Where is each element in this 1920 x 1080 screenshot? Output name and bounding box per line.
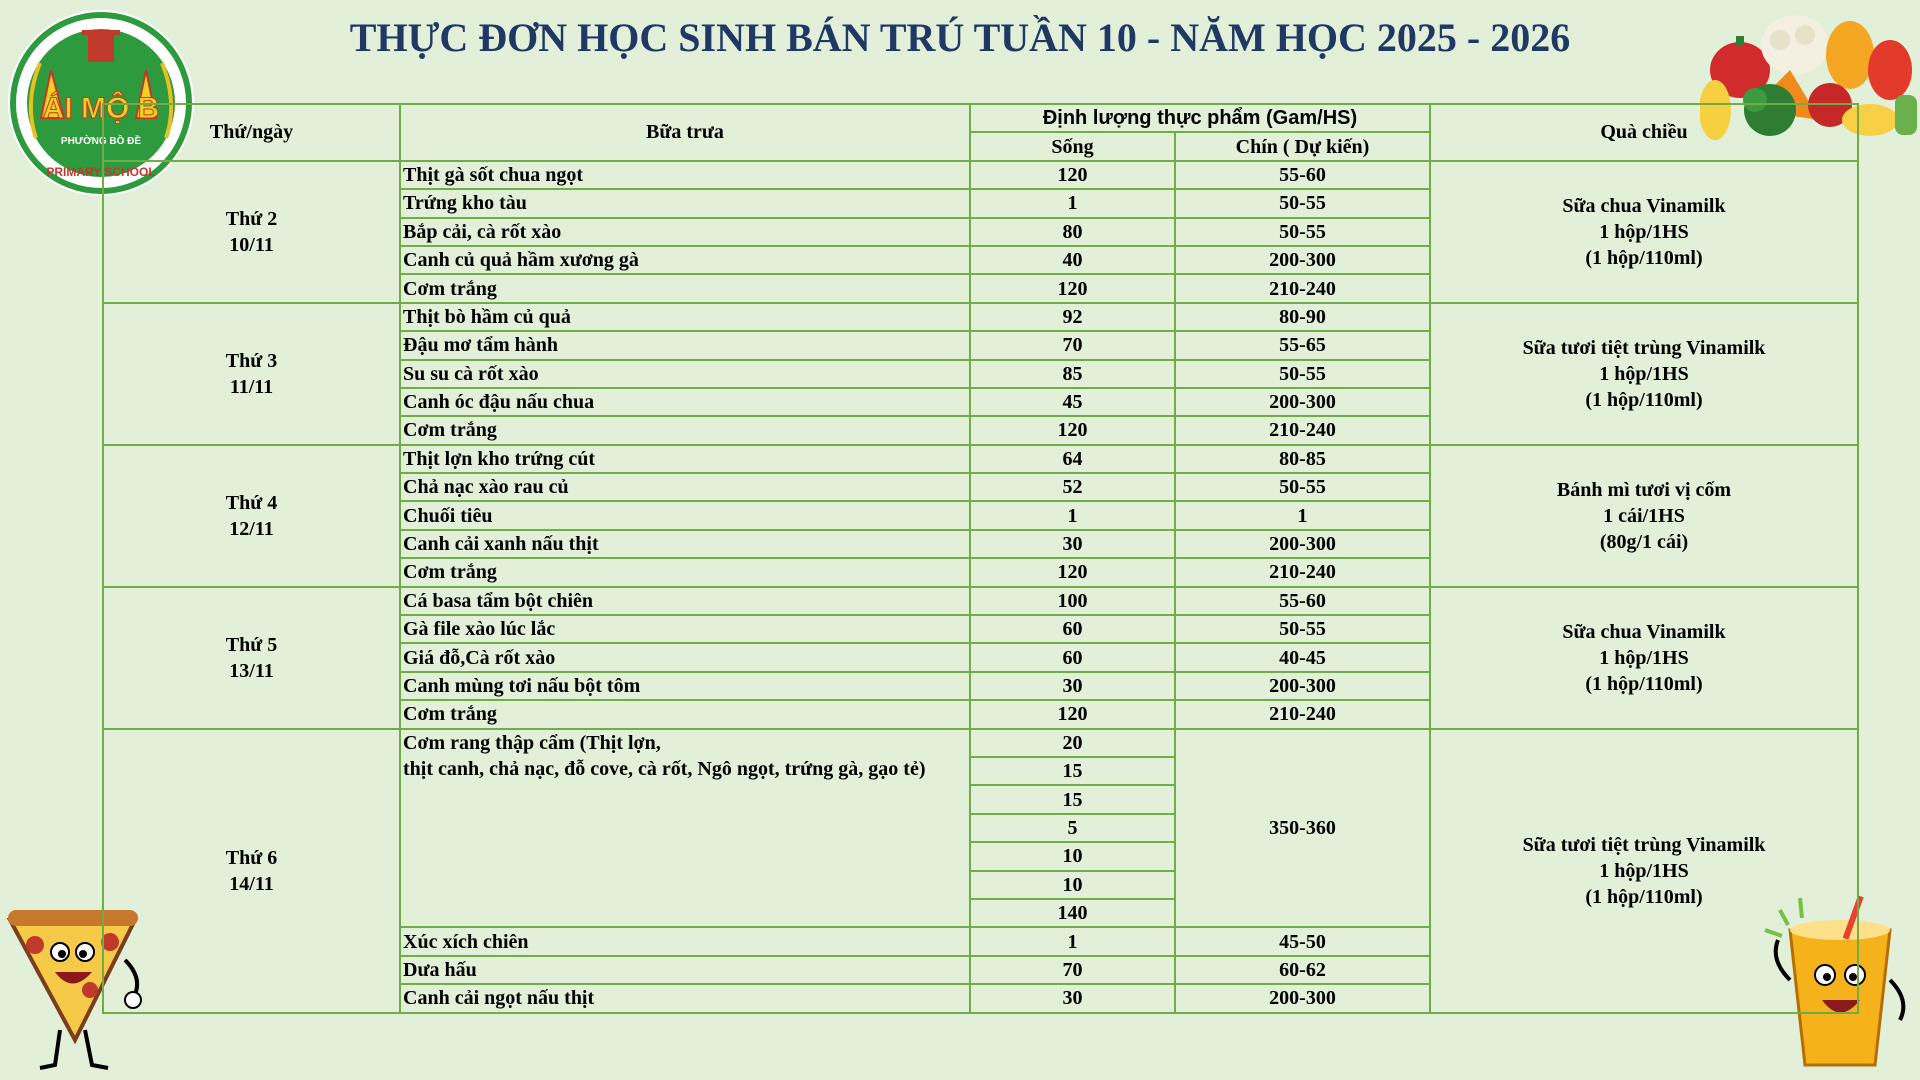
table-row: [103, 729, 1858, 757]
dish-name: Xúc xích chiên: [400, 927, 970, 955]
dish-name: Canh cải ngọt nấu thịt: [400, 984, 970, 1012]
table-row: [103, 587, 1858, 615]
dish-name: Thịt lợn kho trứng cút: [400, 445, 970, 473]
cooked-amount: 210-240: [1175, 274, 1430, 302]
raw-amount: 45: [970, 388, 1175, 416]
dish-name: Cơm trắng: [400, 416, 970, 444]
day-cell: [103, 445, 400, 587]
day-cell: [103, 161, 400, 303]
header-cooked: Chín ( Dự kiến): [1175, 132, 1430, 160]
raw-amount: 30: [970, 530, 1175, 558]
raw-amount: 120: [970, 416, 1175, 444]
cooked-amount: 55-60: [1175, 161, 1430, 189]
cooked-amount: 55-60: [1175, 587, 1430, 615]
raw-amount: 120: [970, 700, 1175, 728]
raw-amount: 52: [970, 473, 1175, 501]
cooked-amount: 50-55: [1175, 615, 1430, 643]
day-date: 12/11: [229, 517, 274, 540]
cooked-amount: 210-240: [1175, 700, 1430, 728]
cooked-amount: 80-85: [1175, 445, 1430, 473]
raw-amount: 60: [970, 615, 1175, 643]
snack-line: Sữa tươi tiệt trùng Vinamilk: [1522, 336, 1766, 359]
header-row: [103, 104, 1858, 132]
dish-name: Giá đỗ,Cà rốt xào: [400, 643, 970, 671]
snack-line: (1 hộp/110ml): [1585, 246, 1703, 269]
cooked-amount: 40-45: [1175, 643, 1430, 671]
raw-amount: 1: [970, 927, 1175, 955]
raw-amount: 60: [970, 643, 1175, 671]
raw-amount: 70: [970, 956, 1175, 984]
header-quantity: Định lượng thực phẩm (Gam/HS): [970, 104, 1430, 132]
raw-amount: 10: [970, 842, 1175, 870]
raw-amount: 140: [970, 899, 1175, 927]
snack-cell: [1430, 445, 1858, 587]
raw-amount: 1: [970, 189, 1175, 217]
dish-name: Chả nạc xào rau củ: [400, 473, 970, 501]
snack-cell: [1430, 587, 1858, 729]
snack-line: 1 hộp/1HS: [1599, 362, 1689, 385]
snack-line: Sữa chua Vinamilk: [1562, 194, 1726, 217]
day-name: Thứ 6: [225, 846, 278, 869]
raw-amount: 15: [970, 757, 1175, 785]
dish-name: Cá basa tẩm bột chiên: [400, 587, 970, 615]
snack-cell: [1430, 303, 1858, 445]
dish-line: thịt canh, chả nạc, đỗ cove, cà rốt, Ngô ngọt, trứng gà, gạo tẻ): [403, 757, 926, 780]
page-title: THỰC ĐƠN HỌC SINH BÁN TRÚ TUẦN 10 - NĂM HỌC 2025 - 2026: [349, 15, 1571, 60]
day-name: Thứ 4: [225, 491, 278, 514]
cooked-amount: 50-55: [1175, 360, 1430, 388]
raw-amount: 85: [970, 360, 1175, 388]
raw-amount: 20: [970, 729, 1175, 757]
dish-name: Thịt bò hầm củ quả: [400, 303, 970, 331]
snack-line: 1 hộp/1HS: [1599, 646, 1689, 669]
snack-line: Bánh mì tươi vị cốm: [1556, 478, 1732, 501]
cooked-amount: 210-240: [1175, 558, 1430, 586]
raw-amount: 30: [970, 672, 1175, 700]
cooked-amount: 45-50: [1175, 927, 1430, 955]
snack-line: 1 hộp/1HS: [1599, 859, 1689, 882]
logo-school: PRIMARY SCHOOL: [46, 165, 156, 179]
dish-name: Canh cải xanh nấu thịt: [400, 530, 970, 558]
table-row: [103, 303, 1858, 331]
snack-line: Sữa chua Vinamilk: [1562, 620, 1726, 643]
dish-name: Bắp cải, cà rốt xào: [400, 218, 970, 246]
day-name: Thứ 2: [225, 207, 278, 230]
raw-amount: 5: [970, 814, 1175, 842]
raw-amount: 64: [970, 445, 1175, 473]
snack-line: (1 hộp/110ml): [1585, 388, 1703, 411]
cooked-amount: 80-90: [1175, 303, 1430, 331]
menu-table: [102, 103, 1859, 1014]
dish-name: Canh củ quả hầm xương gà: [400, 246, 970, 274]
day-date: 10/11: [229, 233, 274, 256]
cooked-amount: 50-55: [1175, 473, 1430, 501]
day-name: Thứ 3: [225, 349, 278, 372]
snack-line: (1 hộp/110ml): [1585, 885, 1703, 908]
dish-name: Gà file xào lúc lắc: [400, 615, 970, 643]
raw-amount: 15: [970, 785, 1175, 813]
snack-line: Sữa tươi tiệt trùng Vinamilk: [1522, 833, 1766, 856]
table-row: [103, 161, 1858, 189]
cooked-amount: 350-360: [1175, 729, 1430, 928]
raw-amount: 120: [970, 161, 1175, 189]
snack-cell: [1430, 161, 1858, 303]
snack-line: 1 cái/1HS: [1603, 504, 1685, 527]
header-raw: Sống: [970, 132, 1175, 160]
raw-amount: 1: [970, 501, 1175, 529]
dish-name: Canh mùng tơi nấu bột tôm: [400, 672, 970, 700]
cooked-amount: 200-300: [1175, 530, 1430, 558]
snack-cell: [1430, 729, 1858, 1013]
raw-amount: 120: [970, 558, 1175, 586]
snack-line: (80g/1 cái): [1599, 530, 1689, 553]
day-cell: [103, 729, 400, 1013]
dish-name: Cơm trắng: [400, 274, 970, 302]
day-date: 13/11: [229, 659, 274, 682]
cooked-amount: 50-55: [1175, 189, 1430, 217]
table-row: [103, 445, 1858, 473]
day-name: Thứ 5: [225, 633, 278, 656]
raw-amount: 70: [970, 331, 1175, 359]
raw-amount: 30: [970, 984, 1175, 1012]
dish-name: Dưa hấu: [400, 956, 970, 984]
day-date: 14/11: [229, 872, 274, 895]
header-snack: Quà chiều: [1430, 104, 1858, 161]
dish-name: [400, 729, 970, 928]
cooked-amount: 55-65: [1175, 331, 1430, 359]
dish-line: Cơm rang thập cẩm (Thịt lợn,: [403, 731, 661, 754]
day-cell: [103, 587, 400, 729]
cooked-amount: 60-62: [1175, 956, 1430, 984]
header-lunch: Bữa trưa: [400, 104, 970, 161]
dish-name: Canh óc đậu nấu chua: [400, 388, 970, 416]
dish-name: Cơm trắng: [400, 700, 970, 728]
raw-amount: 10: [970, 871, 1175, 899]
raw-amount: 100: [970, 587, 1175, 615]
cooked-amount: 50-55: [1175, 218, 1430, 246]
raw-amount: 40: [970, 246, 1175, 274]
cooked-amount: 200-300: [1175, 672, 1430, 700]
raw-amount: 92: [970, 303, 1175, 331]
logo-name: ÁI MỘ B: [42, 92, 160, 125]
day-date: 11/11: [229, 375, 274, 398]
snack-line: 1 hộp/1HS: [1599, 220, 1689, 243]
dish-name: Trứng kho tàu: [400, 189, 970, 217]
cooked-amount: 200-300: [1175, 388, 1430, 416]
dish-name: Chuối tiêu: [400, 501, 970, 529]
cooked-amount: 1: [1175, 501, 1430, 529]
cooked-amount: 200-300: [1175, 984, 1430, 1012]
cooked-amount: 200-300: [1175, 246, 1430, 274]
header-day: Thứ/ngày: [103, 104, 400, 161]
cooked-amount: 210-240: [1175, 416, 1430, 444]
snack-line: (1 hộp/110ml): [1585, 672, 1703, 695]
day-cell: [103, 303, 400, 445]
dish-name: Thịt gà sốt chua ngọt: [400, 161, 970, 189]
raw-amount: 120: [970, 274, 1175, 302]
logo-ward: PHƯỜNG BỒ ĐỀ: [60, 136, 142, 147]
dish-name: Su su cà rốt xào: [400, 360, 970, 388]
dish-name: Đậu mơ tẩm hành: [400, 331, 970, 359]
dish-name: Cơm trắng: [400, 558, 970, 586]
raw-amount: 80: [970, 218, 1175, 246]
